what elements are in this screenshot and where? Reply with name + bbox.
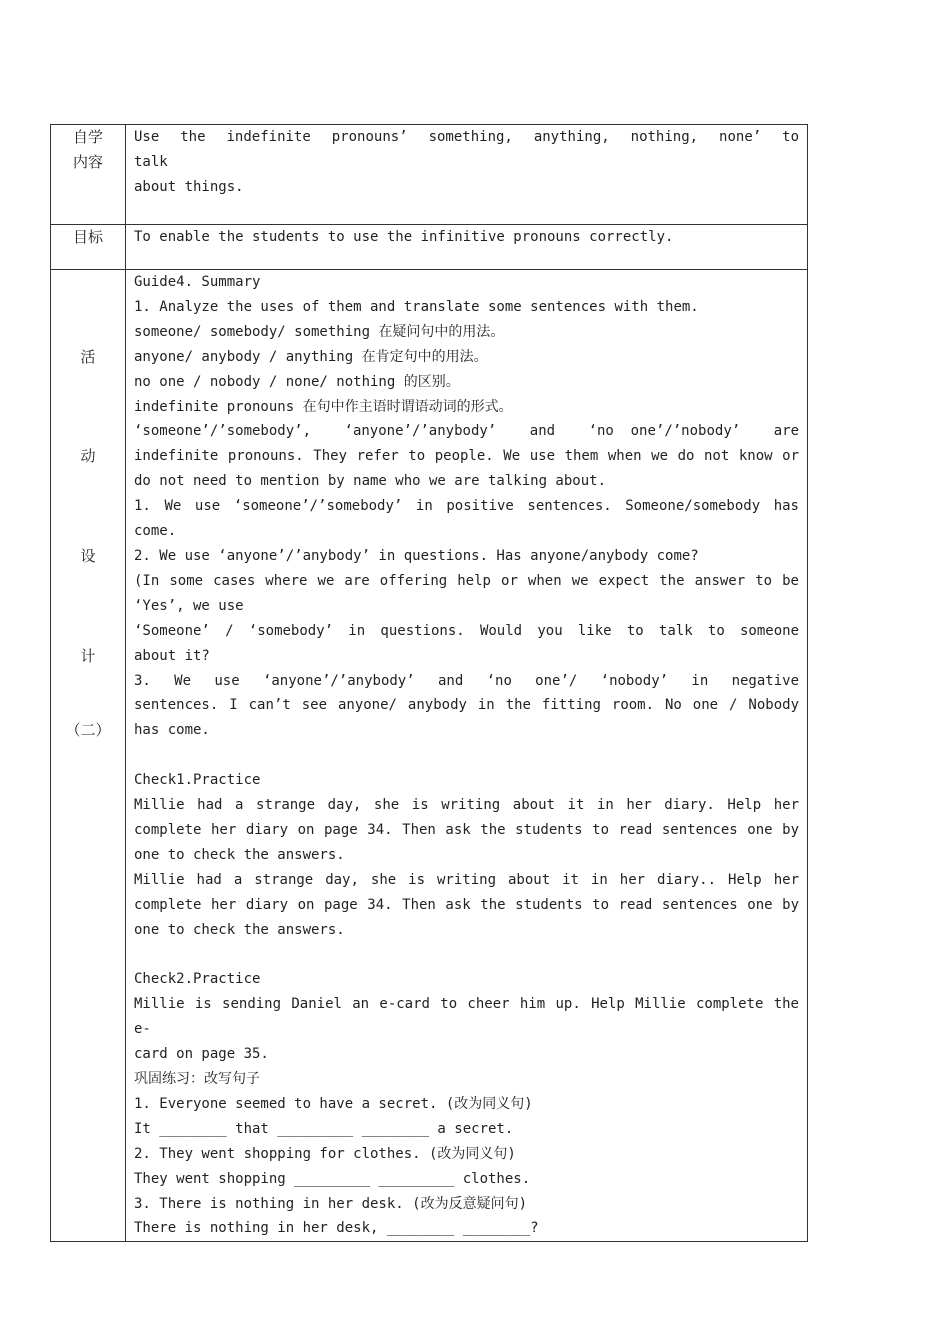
activity-text-line: It ________ that _________ ________ a secret. bbox=[134, 1120, 514, 1137]
activity-text-line: Millie had a strange day, she is writing about it in her diary. Help her bbox=[134, 797, 799, 814]
activity-text-line: sentences. I can’t see anyone/ anybody in the fitting room. No one / Nobody bbox=[134, 697, 799, 714]
activity-text-line bbox=[134, 942, 799, 967]
activity-text-line: anyone/ anybody / anything 在肯定句中的用法。 bbox=[134, 348, 488, 365]
activity-design-content bbox=[126, 270, 808, 1242]
self-study-text-line2: about things. bbox=[134, 178, 244, 195]
activity-text-line: indefinite pronouns 在句中作主语时谓语动词的形式。 bbox=[134, 398, 513, 415]
self-study-text-line1: Use the indefinite pronouns’ something, anything, nothing, none’ to talk bbox=[134, 129, 816, 170]
activity-text-line: Millie is sending Daniel an e-card to cheer him up. Help Millie complete the e- bbox=[134, 996, 808, 1038]
activity-text-line: Millie had a strange day, she is writing about it in her diary.. Help her bbox=[134, 871, 799, 888]
activity-text-line: (In some cases where we are offering help or when we expect the answer to be bbox=[134, 572, 799, 589]
activity-text-line: ‘someone’/’somebody’, ‘anyone’/’anybody’ and ‘no one’/’nobody’ are bbox=[134, 423, 799, 440]
lesson-plan-table bbox=[50, 124, 816, 1242]
self-study-row bbox=[51, 125, 808, 225]
activity-text-line: someone/ somebody/ something 在疑问句中的用法。 bbox=[134, 323, 505, 340]
activity-text-line: complete her diary on page 34. Then ask the students to read sentences one by bbox=[134, 896, 799, 913]
activity-text-line: Guide4. Summary bbox=[134, 274, 261, 290]
activity-text-line: ‘Someone’ / ‘somebody’ in questions. Would you like to talk to someone bbox=[134, 622, 799, 639]
activity-design-row bbox=[51, 270, 808, 1242]
objective-content bbox=[126, 225, 808, 270]
activity-text-line: 2. We use ‘anyone’/’anybody’ in questions. Has anyone/anybody come? bbox=[134, 547, 699, 564]
activity-label-char-2: 动 bbox=[80, 447, 96, 465]
self-study-label bbox=[51, 125, 126, 225]
activity-text-line: Check1.Practice bbox=[134, 772, 261, 789]
activity-text-line: do not need to mention by name who we are talking about. bbox=[134, 473, 607, 490]
objective-row bbox=[51, 225, 808, 270]
self-study-label-line1: 自学 bbox=[72, 128, 103, 146]
self-study-content bbox=[126, 125, 816, 225]
activity-text-line: complete her diary on page 34. Then ask the students to read sentences one by bbox=[134, 821, 799, 838]
activity-text-line: 2. They went shopping for clothes. (改为同义句) bbox=[134, 1145, 516, 1162]
activity-label-char-5: （二） bbox=[65, 721, 111, 739]
activity-label-char-1: 活 bbox=[80, 348, 96, 366]
activity-text-line: come. bbox=[134, 523, 177, 540]
activity-text-line: about it? bbox=[134, 647, 210, 664]
activity-text-line: Check2.Practice bbox=[134, 971, 261, 988]
activity-text-line: 3. We use ‘anyone’/’anybody’ and ‘no one’/ ‘nobody’ in negative bbox=[134, 672, 799, 689]
activity-text-line: They went shopping _________ _________ clothes. bbox=[134, 1170, 531, 1187]
activity-text-line: 巩固练习：改写句子 bbox=[134, 1070, 260, 1087]
activity-text-line: one to check the answers. bbox=[134, 846, 345, 863]
activity-text-line: one to check the answers. bbox=[134, 921, 345, 938]
activity-text-line: There is nothing in her desk, ________ ________? bbox=[134, 1220, 539, 1237]
activity-text-line: 1. Everyone seemed to have a secret. (改为同义句) bbox=[134, 1095, 533, 1112]
activity-text-line: indefinite pronouns. They refer to people. We use them when we do not know or bbox=[134, 448, 799, 465]
activity-text-block bbox=[134, 270, 808, 1241]
activity-text-line: no one / nobody / none/ nothing 的区别。 bbox=[134, 373, 460, 390]
activity-text-line: 1. Analyze the uses of them and translate some sentences with them. bbox=[134, 298, 699, 315]
activity-label-char-4: 计 bbox=[80, 647, 96, 665]
activity-text-line: card on page 35. bbox=[134, 1046, 269, 1063]
objective-label: 目标 bbox=[51, 225, 126, 270]
activity-text-line: has come. bbox=[134, 722, 210, 739]
self-study-label-line2: 内容 bbox=[72, 153, 103, 171]
activity-design-label bbox=[51, 270, 126, 1242]
activity-text-line bbox=[134, 743, 799, 768]
activity-text-line: 3. There is nothing in her desk. (改为反意疑问句) bbox=[134, 1195, 528, 1212]
objective-text: To enable the students to use the infinitive pronouns correctly. bbox=[134, 229, 674, 245]
activity-text-line: 1. We use ‘someone’/’somebody’ in positive sentences. Someone/somebody has bbox=[134, 498, 799, 515]
activity-text-line: ‘Yes’, we use bbox=[134, 597, 244, 614]
activity-label-char-3: 设 bbox=[80, 547, 96, 565]
